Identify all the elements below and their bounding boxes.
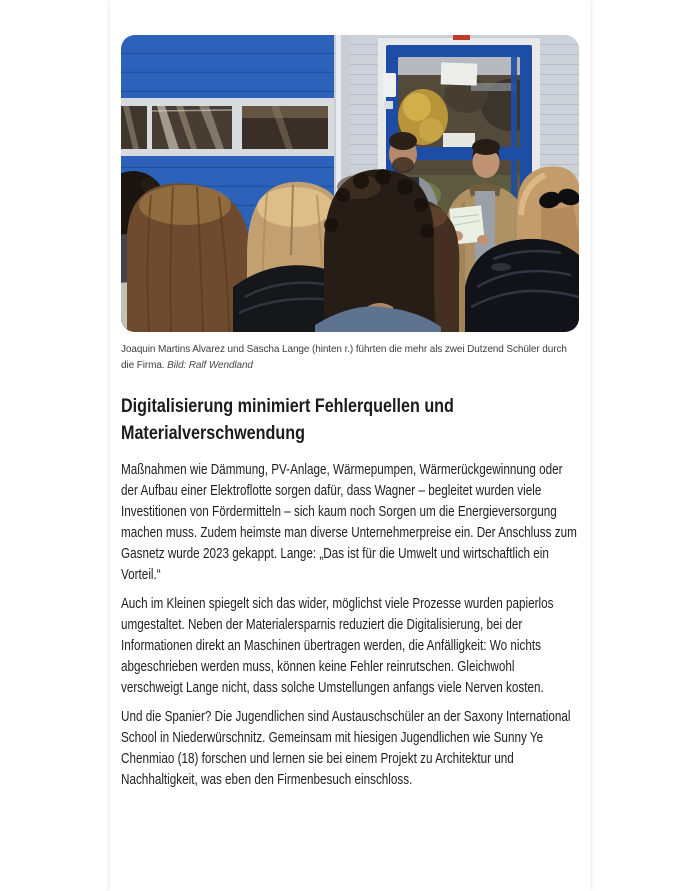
window-strip	[121, 98, 337, 156]
red-sign	[453, 35, 470, 40]
photo-illustration	[121, 35, 579, 332]
article-page	[110, 0, 590, 891]
article-photo	[121, 35, 579, 374]
article-paragraph-2: Auch im Kleinen spiegelt sich das wider, möglichst viele Prozesse wurden papierlos umgestaltet. Neben der Materialersparnis reduziert die Digitalisierung, bei der Informationen direkt an Maschinen übertragen werden, die Anfälligkeit: Wo nichts abgeschrieben werden muss, können keine Fehler reinrutschen. Gleichwohl verschweigt Lange nicht, dass solche Umstellungen anfangs viele Nerven kosten.	[121, 595, 554, 696]
article-heading: Digitalisierung minimiert Fehlerquellen und Materialverschwendung	[121, 396, 454, 444]
article-paragraph-1: Maßnahmen wie Dämmung, PV-Anlage, Wärmepumpen, Wärmerückgewinnung oder der Aufbau einer Elektroflotte sorgen dafür, dass Wagner – begleitet wurden viele Investitionen von Fördermitteln – sich kaum noch Sorgen um die Energieversorgung machen muss. Zudem heimste man diverse Unternehmerpreise ein. Der Anschluss zum Gasnetz wurde 2023 gekappt. Lange: „Das ist für die Umwelt und wirtschaftlich ein Vorteil.“	[121, 461, 577, 583]
article-paragraph-3: Und die Spanier? Die Jugendlichen sind Austauschschüler an der Saxony International School in Niederwürschnitz. Gemeinsam mit hiesigen Jugendlichen wie Sunny Ye Chenmiao (18) forschen und lernen sie bei einem Projekt zu Architektur und Nachhaltigkeit, was eben den Firmenbesuch einschloss.	[121, 708, 571, 788]
photo-credit: Bild: Ralf Wendland	[167, 360, 253, 371]
photo-frame	[121, 35, 579, 332]
photo-caption-text: Joaquin Martins Alvarez und Sascha Lange (hinten r.) führten die mehr als zwei Dutzend Schüler durch die Firma.	[121, 344, 567, 371]
photo-caption	[121, 342, 579, 374]
